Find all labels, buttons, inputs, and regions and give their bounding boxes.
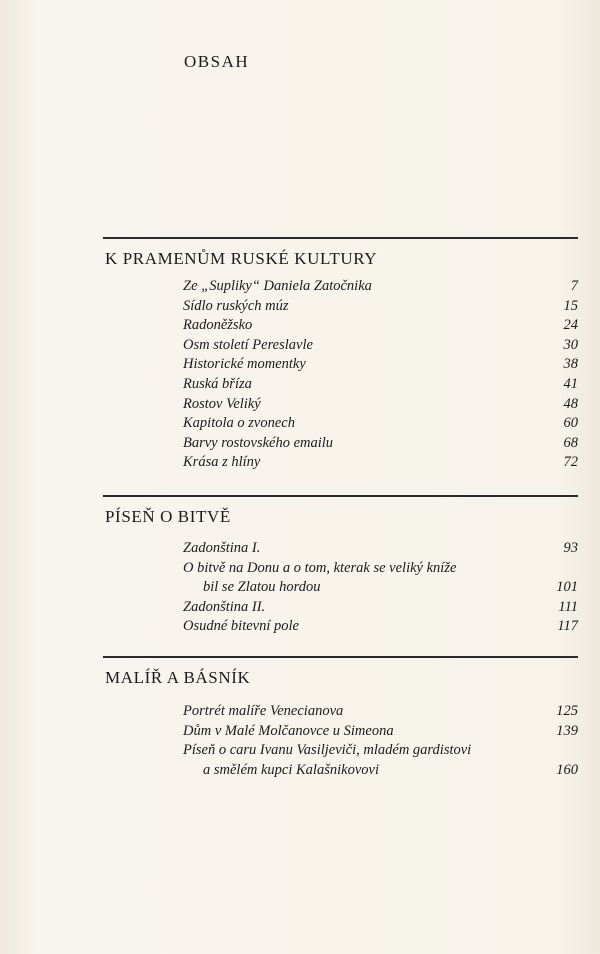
toc-entry-page-number: 7	[570, 278, 578, 294]
toc-entry	[183, 316, 578, 336]
toc-entry-page-number: 30	[563, 336, 578, 353]
toc-entry	[183, 539, 578, 559]
toc-entry	[183, 434, 578, 454]
toc-entry-title: Krása z hlíny	[183, 454, 261, 471]
toc-entry-page-number: 93	[563, 540, 578, 556]
toc-entry-page-number: 101	[556, 579, 578, 596]
toc-section-3	[103, 656, 578, 780]
toc-entry-title: Kapitola o zvonech	[183, 415, 295, 432]
toc-entry-page-number: 41	[563, 375, 578, 392]
toc-entry-title: Rostov Veliký	[183, 395, 261, 412]
toc-entry-list	[103, 277, 578, 473]
toc-entry	[183, 559, 578, 598]
toc-entry	[183, 375, 578, 395]
toc-entry-page-number: 38	[563, 356, 578, 373]
toc-entry-title: Ruská bříza	[183, 375, 252, 392]
section-heading: MALÍŘ A BÁSNÍK	[105, 668, 251, 687]
section-divider	[103, 237, 578, 239]
toc-entry	[183, 453, 578, 473]
section-heading: K PRAMENŮM RUSKÉ KULTURY	[105, 249, 378, 268]
toc-entry	[183, 395, 578, 415]
toc-entry-title	[183, 741, 578, 780]
section-heading: PÍSEŇ O BITVĚ	[105, 507, 231, 526]
toc-entry-title	[183, 559, 578, 598]
toc-entry-title: Osudné bitevní pole	[183, 618, 299, 635]
toc-entry-title: Ze „Supliky“ Daniela Zatočnika	[183, 278, 372, 294]
toc-entry-page-number: 48	[563, 395, 578, 412]
toc-entry	[183, 741, 578, 780]
toc-entry	[183, 702, 578, 722]
toc-entry-title: Dům v Malé Molčanovce u Simeona	[183, 722, 394, 739]
toc-entry-title: Radoněžsko	[183, 317, 253, 334]
toc-entry	[183, 336, 578, 356]
toc-entry-page-number: 15	[563, 297, 578, 314]
toc-entry-title: Historické momentky	[183, 356, 306, 373]
toc-entry	[183, 297, 578, 317]
toc-entry	[183, 414, 578, 434]
toc-entry	[183, 722, 578, 742]
toc-entry-page-number: 117	[557, 618, 578, 635]
toc-entry-page-number: 111	[558, 598, 578, 615]
toc-entry-title: Zadonština II.	[183, 598, 266, 615]
toc-entry-title-continuation: bil se Zlatou hordou	[203, 579, 321, 596]
toc-entry	[183, 617, 578, 637]
toc-section-2	[103, 495, 578, 637]
toc-entry-title: Sídlo ruských múz	[183, 297, 289, 314]
toc-entry-title: Barvy rostovského emailu	[183, 434, 334, 451]
toc-entry	[183, 598, 578, 618]
toc-entry-page-number: 60	[563, 415, 578, 432]
toc-entry-title-line: Píseň o caru Ivanu Vasiljeviči, mladém gardistovi	[183, 742, 472, 759]
toc-entry-page-number: 68	[563, 434, 578, 451]
section-divider	[103, 495, 578, 497]
toc-entry-list	[103, 702, 578, 780]
toc-entry-page-number: 72	[563, 454, 578, 471]
toc-entry-page-number: 139	[556, 722, 578, 739]
toc-entry-page-number: 160	[556, 761, 578, 778]
toc-entry-title: Osm století Pereslavle	[183, 336, 313, 353]
toc-entry-title-line: O bitvě na Donu a o tom, kterak se veliký kníže	[183, 559, 457, 576]
toc-entry-title-continuation: a smělém kupci Kalašnikovovi	[203, 761, 379, 778]
toc-entry	[183, 277, 578, 297]
section-divider	[103, 656, 578, 658]
toc-entry-title: Zadonština I.	[183, 540, 261, 556]
toc-entry-page-number: 125	[556, 703, 578, 719]
toc-section-1	[103, 237, 578, 473]
page-title: OBSAH	[184, 52, 250, 71]
toc-entry	[183, 355, 578, 375]
toc-entry-title: Portrét malíře Venecianova	[183, 703, 344, 719]
toc-entry-page-number: 24	[563, 317, 578, 334]
toc-entry-list	[103, 539, 578, 637]
